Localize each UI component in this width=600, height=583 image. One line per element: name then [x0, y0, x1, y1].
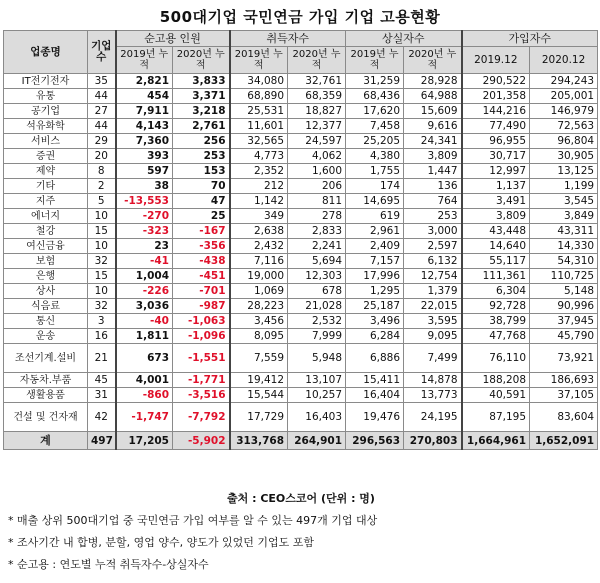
cell-net2019: 673 [116, 344, 173, 373]
table-body [4, 74, 598, 450]
cell-net2019: -860 [116, 388, 173, 403]
cell-net2019: 23 [116, 239, 173, 254]
table-row [4, 269, 598, 284]
table-row [4, 104, 598, 119]
cell-net2020: -438 [173, 254, 230, 269]
cell-loss2019: 6,284 [346, 329, 404, 344]
cell-sub2020: 294,243 [530, 74, 598, 89]
cell-count: 42 [88, 403, 116, 432]
header-sub-2019: 2019.12 [462, 47, 530, 74]
cell-sub2020: 83,604 [530, 403, 598, 432]
cell-loss2020: 764 [404, 194, 462, 209]
employment-table [3, 30, 598, 450]
cell-sub2020: 45,790 [530, 329, 598, 344]
cell-acq2019: 15,544 [230, 388, 288, 403]
cell-sub2020: 30,905 [530, 149, 598, 164]
cell-count: 44 [88, 89, 116, 104]
cell-net2019: -40 [116, 314, 173, 329]
cell-net2019: -270 [116, 209, 173, 224]
cell-acq2019: 7,116 [230, 254, 288, 269]
note-line: * 매출 상위 500대기업 중 국민연금 가입 여부를 알 수 있는 497개 기업 대상 [8, 514, 378, 527]
cell-industry: 유통 [4, 89, 88, 104]
cell-industry: 석유화학 [4, 119, 88, 134]
cell-total-net2019: 17,205 [116, 432, 173, 450]
cell-net2019: 454 [116, 89, 173, 104]
cell-loss2020: 3,595 [404, 314, 462, 329]
cell-loss2020: 2,597 [404, 239, 462, 254]
header-acq-2020: 2020년 누적 [288, 47, 346, 74]
cell-total-count: 497 [88, 432, 116, 450]
cell-sub2019: 3,491 [462, 194, 530, 209]
header-loss-2020: 2020년 누적 [404, 47, 462, 74]
cell-acq2020: 2,241 [288, 239, 346, 254]
cell-industry: 지주 [4, 194, 88, 209]
cell-sub2019: 47,768 [462, 329, 530, 344]
cell-acq2020: 18,827 [288, 104, 346, 119]
cell-sub2019: 201,358 [462, 89, 530, 104]
cell-count: 5 [88, 194, 116, 209]
cell-count: 8 [88, 164, 116, 179]
cell-loss2020: 3,809 [404, 149, 462, 164]
cell-industry: 증권 [4, 149, 88, 164]
cell-count: 32 [88, 254, 116, 269]
cell-sub2020: 186,693 [530, 373, 598, 388]
cell-loss2019: 15,411 [346, 373, 404, 388]
cell-total-net2020: -5,902 [173, 432, 230, 450]
cell-loss2019: 1,755 [346, 164, 404, 179]
cell-net2020: -1,096 [173, 329, 230, 344]
cell-loss2020: 1,447 [404, 164, 462, 179]
cell-net2019: -13,553 [116, 194, 173, 209]
cell-loss2019: 16,404 [346, 388, 404, 403]
cell-loss2019: 14,695 [346, 194, 404, 209]
cell-count: 3 [88, 314, 116, 329]
cell-net2020: -987 [173, 299, 230, 314]
cell-net2019: -41 [116, 254, 173, 269]
cell-net2020: -7,792 [173, 403, 230, 432]
cell-net2020: 47 [173, 194, 230, 209]
cell-loss2020: 24,195 [404, 403, 462, 432]
cell-loss2020: 28,928 [404, 74, 462, 89]
cell-acq2020: 7,999 [288, 329, 346, 344]
cell-acq2020: 68,359 [288, 89, 346, 104]
cell-net2019: -1,747 [116, 403, 173, 432]
cell-sub2020: 37,105 [530, 388, 598, 403]
cell-net2020: -701 [173, 284, 230, 299]
cell-total-acq2019: 313,768 [230, 432, 288, 450]
cell-industry: 여신금융 [4, 239, 88, 254]
table-row [4, 299, 598, 314]
cell-net2020: -1,063 [173, 314, 230, 329]
header-acq-2019: 2019년 누적 [230, 47, 288, 74]
table-row [4, 119, 598, 134]
cell-count: 29 [88, 134, 116, 149]
header-net-2019: 2019년 누적 [116, 47, 173, 74]
cell-industry: 제약 [4, 164, 88, 179]
cell-acq2019: 2,352 [230, 164, 288, 179]
cell-loss2020: 13,773 [404, 388, 462, 403]
cell-net2020: 3,833 [173, 74, 230, 89]
cell-acq2020: 13,107 [288, 373, 346, 388]
cell-loss2020: 6,132 [404, 254, 462, 269]
cell-net2019: 7,911 [116, 104, 173, 119]
cell-net2019: 38 [116, 179, 173, 194]
cell-net2020: 25 [173, 209, 230, 224]
header-acquisitions: 취득자수 [230, 31, 346, 47]
cell-net2020: 3,218 [173, 104, 230, 119]
cell-loss2020: 1,379 [404, 284, 462, 299]
cell-acq2020: 2,532 [288, 314, 346, 329]
table-row [4, 373, 598, 388]
cell-net2020: -3,516 [173, 388, 230, 403]
cell-industry: 건설 및 건자재 [4, 403, 88, 432]
cell-loss2019: 68,436 [346, 89, 404, 104]
cell-sub2019: 92,728 [462, 299, 530, 314]
table-row [4, 164, 598, 179]
table-row [4, 74, 598, 89]
cell-count: 10 [88, 209, 116, 224]
cell-acq2020: 12,377 [288, 119, 346, 134]
cell-acq2019: 2,638 [230, 224, 288, 239]
cell-acq2020: 21,028 [288, 299, 346, 314]
cell-total-sub2019: 1,664,961 [462, 432, 530, 450]
cell-loss2019: 2,409 [346, 239, 404, 254]
cell-industry: 운송 [4, 329, 88, 344]
cell-count: 32 [88, 299, 116, 314]
note-line: * 조사기간 내 합병, 분할, 영업 양수, 양도가 있었던 기업도 포함 [8, 536, 314, 549]
cell-acq2020: 678 [288, 284, 346, 299]
cell-net2019: 2,821 [116, 74, 173, 89]
cell-loss2019: 19,476 [346, 403, 404, 432]
cell-sub2019: 77,490 [462, 119, 530, 134]
cell-net2020: 3,371 [173, 89, 230, 104]
cell-net2019: -323 [116, 224, 173, 239]
cell-count: 45 [88, 373, 116, 388]
cell-acq2019: 7,559 [230, 344, 288, 373]
table-row [4, 284, 598, 299]
table-row [4, 329, 598, 344]
cell-acq2020: 2,833 [288, 224, 346, 239]
cell-count: 31 [88, 388, 116, 403]
cell-net2020: 70 [173, 179, 230, 194]
cell-net2019: 393 [116, 149, 173, 164]
cell-total-loss2019: 296,563 [346, 432, 404, 450]
cell-sub2020: 14,330 [530, 239, 598, 254]
header-net-2020: 2020년 누적 [173, 47, 230, 74]
cell-count: 20 [88, 149, 116, 164]
page-title: 500대기업 국민연금 가입 기업 고용현황 [159, 8, 441, 26]
cell-loss2019: 25,187 [346, 299, 404, 314]
cell-loss2019: 174 [346, 179, 404, 194]
cell-sub2019: 38,799 [462, 314, 530, 329]
cell-sub2020: 3,849 [530, 209, 598, 224]
cell-loss2020: 253 [404, 209, 462, 224]
cell-acq2019: 8,095 [230, 329, 288, 344]
cell-acq2019: 68,890 [230, 89, 288, 104]
table-row [4, 194, 598, 209]
cell-sub2020: 43,311 [530, 224, 598, 239]
cell-sub2019: 43,448 [462, 224, 530, 239]
cell-acq2020: 811 [288, 194, 346, 209]
cell-count: 35 [88, 74, 116, 89]
cell-sub2019: 14,640 [462, 239, 530, 254]
cell-loss2020: 64,988 [404, 89, 462, 104]
cell-loss2020: 3,000 [404, 224, 462, 239]
cell-acq2019: 11,601 [230, 119, 288, 134]
table-row [4, 254, 598, 269]
cell-count: 27 [88, 104, 116, 119]
cell-loss2020: 22,015 [404, 299, 462, 314]
cell-industry: 은행 [4, 269, 88, 284]
cell-industry: IT전기전자 [4, 74, 88, 89]
cell-acq2019: 19,000 [230, 269, 288, 284]
cell-sub2019: 6,304 [462, 284, 530, 299]
cell-sub2019: 96,955 [462, 134, 530, 149]
cell-acq2019: 28,223 [230, 299, 288, 314]
cell-acq2020: 12,303 [288, 269, 346, 284]
cell-sub2019: 40,591 [462, 388, 530, 403]
total-row [4, 432, 598, 450]
cell-sub2020: 5,148 [530, 284, 598, 299]
header-loss-2019: 2019년 누적 [346, 47, 404, 74]
cell-total-acq2020: 264,901 [288, 432, 346, 450]
cell-acq2020: 10,257 [288, 388, 346, 403]
cell-net2020: 256 [173, 134, 230, 149]
cell-industry: 조선기계.설비 [4, 344, 88, 373]
table-row [4, 179, 598, 194]
cell-net2020: -167 [173, 224, 230, 239]
cell-acq2019: 17,729 [230, 403, 288, 432]
cell-acq2020: 5,948 [288, 344, 346, 373]
cell-sub2020: 96,804 [530, 134, 598, 149]
cell-net2020: -356 [173, 239, 230, 254]
cell-count: 15 [88, 224, 116, 239]
table-row [4, 344, 598, 373]
cell-sub2019: 76,110 [462, 344, 530, 373]
cell-sub2019: 290,522 [462, 74, 530, 89]
cell-net2019: 7,360 [116, 134, 173, 149]
cell-net2020: -451 [173, 269, 230, 284]
cell-loss2019: 17,996 [346, 269, 404, 284]
cell-total-label: 계 [4, 432, 88, 450]
cell-loss2019: 7,157 [346, 254, 404, 269]
cell-acq2020: 24,597 [288, 134, 346, 149]
cell-net2020: -1,551 [173, 344, 230, 373]
cell-loss2020: 136 [404, 179, 462, 194]
cell-loss2020: 14,878 [404, 373, 462, 388]
cell-loss2020: 7,499 [404, 344, 462, 373]
cell-loss2019: 2,961 [346, 224, 404, 239]
cell-sub2019: 144,216 [462, 104, 530, 119]
cell-sub2020: 110,725 [530, 269, 598, 284]
cell-industry: 상사 [4, 284, 88, 299]
cell-industry: 기타 [4, 179, 88, 194]
header-industry: 업종명 [4, 31, 88, 74]
cell-acq2019: 3,456 [230, 314, 288, 329]
cell-loss2019: 4,380 [346, 149, 404, 164]
cell-industry: 보험 [4, 254, 88, 269]
cell-loss2019: 3,496 [346, 314, 404, 329]
cell-sub2020: 13,125 [530, 164, 598, 179]
cell-industry: 서비스 [4, 134, 88, 149]
cell-acq2019: 34,080 [230, 74, 288, 89]
cell-net2019: 597 [116, 164, 173, 179]
cell-acq2019: 1,069 [230, 284, 288, 299]
cell-sub2020: 1,199 [530, 179, 598, 194]
header-company-count: 기업 수 [88, 31, 116, 74]
cell-acq2020: 5,694 [288, 254, 346, 269]
cell-acq2019: 4,773 [230, 149, 288, 164]
source-line: 출처 : CEO스코어 (단위 : 명) [227, 492, 375, 505]
cell-sub2019: 188,208 [462, 373, 530, 388]
cell-acq2019: 349 [230, 209, 288, 224]
cell-count: 44 [88, 119, 116, 134]
cell-loss2019: 25,205 [346, 134, 404, 149]
cell-loss2019: 619 [346, 209, 404, 224]
table-row [4, 388, 598, 403]
cell-industry: 에너지 [4, 209, 88, 224]
cell-acq2019: 1,142 [230, 194, 288, 209]
cell-sub2020: 73,921 [530, 344, 598, 373]
cell-sub2019: 30,717 [462, 149, 530, 164]
cell-loss2019: 7,458 [346, 119, 404, 134]
cell-sub2020: 3,545 [530, 194, 598, 209]
table-row [4, 89, 598, 104]
header-net-employment: 순고용 인원 [116, 31, 230, 47]
cell-sub2020: 146,979 [530, 104, 598, 119]
cell-sub2019: 12,997 [462, 164, 530, 179]
table-row [4, 239, 598, 254]
table-row [4, 224, 598, 239]
cell-net2019: 1,811 [116, 329, 173, 344]
cell-sub2020: 90,996 [530, 299, 598, 314]
cell-loss2019: 6,886 [346, 344, 404, 373]
cell-loss2019: 17,620 [346, 104, 404, 119]
cell-sub2019: 55,117 [462, 254, 530, 269]
cell-count: 2 [88, 179, 116, 194]
cell-count: 15 [88, 269, 116, 284]
cell-loss2020: 12,754 [404, 269, 462, 284]
header-sub-2020: 2020.12 [530, 47, 598, 74]
cell-acq2019: 19,412 [230, 373, 288, 388]
cell-acq2019: 2,432 [230, 239, 288, 254]
table-row [4, 134, 598, 149]
cell-count: 10 [88, 239, 116, 254]
cell-sub2019: 111,361 [462, 269, 530, 284]
table-row [4, 209, 598, 224]
cell-industry: 공기업 [4, 104, 88, 119]
cell-total-loss2020: 270,803 [404, 432, 462, 450]
cell-count: 16 [88, 329, 116, 344]
table-row [4, 149, 598, 164]
cell-loss2020: 24,341 [404, 134, 462, 149]
cell-net2019: 4,143 [116, 119, 173, 134]
cell-loss2020: 9,095 [404, 329, 462, 344]
cell-acq2020: 278 [288, 209, 346, 224]
cell-sub2019: 1,137 [462, 179, 530, 194]
cell-sub2019: 87,195 [462, 403, 530, 432]
cell-acq2020: 1,600 [288, 164, 346, 179]
cell-count: 10 [88, 284, 116, 299]
cell-sub2020: 72,563 [530, 119, 598, 134]
cell-net2020: 253 [173, 149, 230, 164]
note-line: * 순고용 : 연도별 누적 취득자수-상실자수 [8, 558, 209, 571]
cell-industry: 통신 [4, 314, 88, 329]
cell-industry: 자동차.부품 [4, 373, 88, 388]
table-row [4, 403, 598, 432]
cell-acq2020: 32,761 [288, 74, 346, 89]
cell-acq2020: 206 [288, 179, 346, 194]
cell-sub2020: 37,945 [530, 314, 598, 329]
cell-acq2020: 16,403 [288, 403, 346, 432]
cell-net2020: 153 [173, 164, 230, 179]
cell-acq2020: 4,062 [288, 149, 346, 164]
header-subscribers: 가입자수 [462, 31, 598, 47]
cell-net2019: 1,004 [116, 269, 173, 284]
table-row [4, 314, 598, 329]
footnotes [8, 488, 594, 576]
cell-net2019: 3,036 [116, 299, 173, 314]
cell-loss2019: 1,295 [346, 284, 404, 299]
cell-loss2020: 15,609 [404, 104, 462, 119]
cell-industry: 식음료 [4, 299, 88, 314]
cell-net2019: -226 [116, 284, 173, 299]
cell-net2020: -1,771 [173, 373, 230, 388]
cell-loss2019: 31,259 [346, 74, 404, 89]
cell-acq2019: 25,531 [230, 104, 288, 119]
cell-sub2019: 3,809 [462, 209, 530, 224]
cell-industry: 생활용품 [4, 388, 88, 403]
cell-loss2020: 9,616 [404, 119, 462, 134]
header-losses: 상실자수 [346, 31, 462, 47]
cell-acq2019: 212 [230, 179, 288, 194]
cell-count: 21 [88, 344, 116, 373]
cell-industry: 철강 [4, 224, 88, 239]
cell-acq2019: 32,565 [230, 134, 288, 149]
cell-net2020: 2,761 [173, 119, 230, 134]
cell-total-sub2020: 1,652,091 [530, 432, 598, 450]
cell-sub2020: 54,310 [530, 254, 598, 269]
cell-net2019: 4,001 [116, 373, 173, 388]
cell-sub2020: 205,001 [530, 89, 598, 104]
